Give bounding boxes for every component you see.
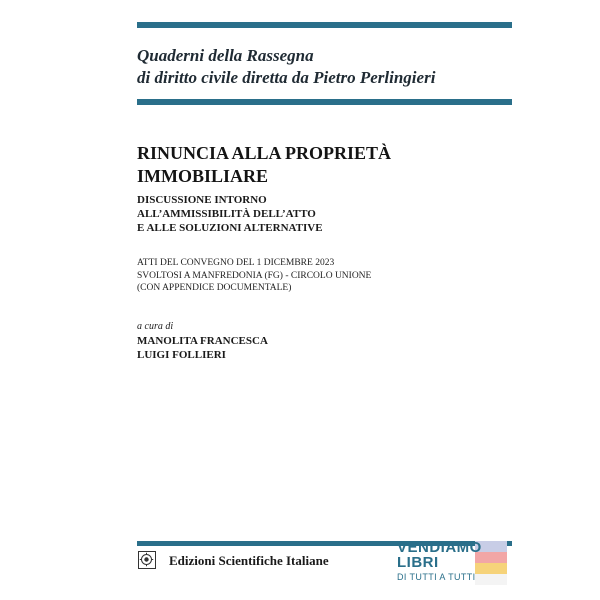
top-rule (137, 22, 512, 28)
series-line-1: Quaderni della Rassegna (137, 46, 314, 65)
middle-rule (137, 99, 512, 105)
proceedings-line-1: ATTI DEL CONVEGNO DEL 1 DICEMBRE 2023 (137, 258, 335, 268)
publisher-name: Edizioni Scientifiche Italiane (169, 553, 329, 568)
watermark-line-3: DI TUTTI A TUTTI (397, 572, 476, 582)
subtitle-line-3: E ALLE SOLUZIONI ALTERNATIVE (137, 222, 323, 234)
book-cover (115, 0, 515, 600)
watermark-line-1: VENDIAMO (397, 539, 482, 556)
series-title (137, 45, 512, 89)
proceedings-note (137, 257, 512, 295)
title-line-2: IMMOBILIARE (137, 166, 269, 186)
series-line-2: di diritto civile diretta da Pietro Perlingieri (137, 68, 436, 87)
editors (137, 334, 512, 362)
curator-label: a cura di (137, 321, 174, 332)
subtitle-line-2: ALL’AMMISSIBILITÀ DELL’ATTO (137, 208, 316, 220)
store-watermark (397, 540, 482, 582)
subtitle-line-1: DISCUSSIONE INTORNO (137, 194, 267, 206)
publisher-logo-icon (138, 551, 156, 569)
editor-1: MANOLITA FRANCESCA (137, 335, 268, 347)
proceedings-line-3: (CON APPENDICE DOCUMENTALE) (137, 283, 292, 293)
book-subtitle (137, 193, 512, 235)
editor-2: LUIGI FOLLIERI (137, 349, 226, 361)
title-line-1: RINUNCIA ALLA PROPRIETÀ (137, 143, 392, 163)
watermark-line-2: LIBRI (397, 554, 439, 571)
book-title (137, 142, 512, 188)
proceedings-line-2: SVOLTOSI A MANFREDONIA (FG) - CIRCOLO UNIONE (137, 270, 372, 281)
